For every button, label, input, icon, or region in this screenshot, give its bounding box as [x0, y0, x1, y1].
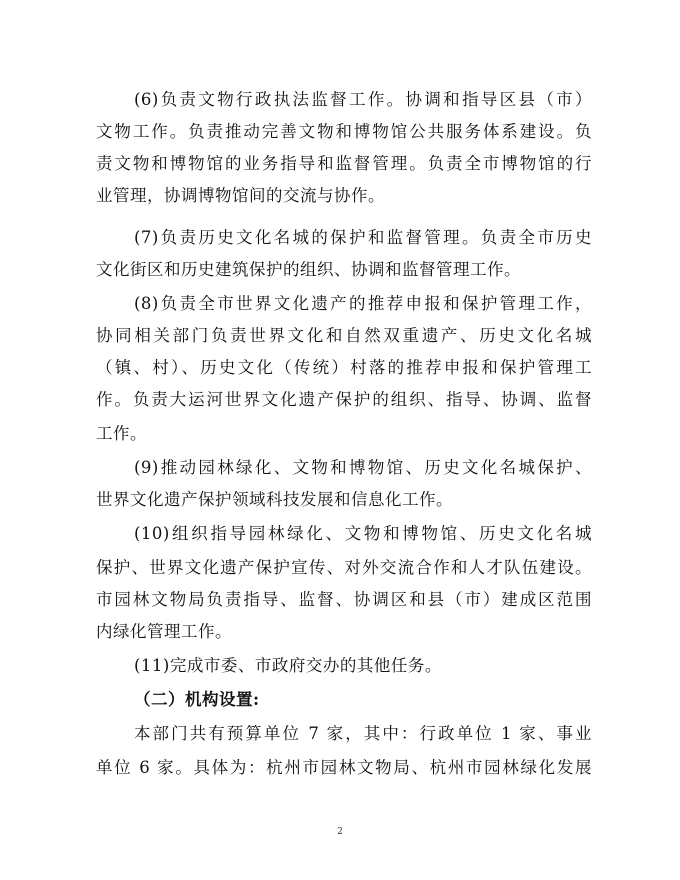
section-heading: （二）机构设置: — [134, 690, 260, 709]
paragraph-8-line-2: 协同相关部门负责世界文化和自然双重遗产、历史文化名城 — [96, 326, 592, 345]
paragraph-9-line-2: 世界文化遗产保护领域科技发展和信息化工作。 — [96, 490, 453, 509]
paragraph-10-line-2: 保护、世界文化遗产保护宣传、对外交流合作和人才队伍建设。 — [96, 558, 592, 577]
paragraph-6-line-2: 文物工作。负责推动完善文物和博物馆公共服务体系建设。负 — [96, 122, 592, 141]
paragraph-8-line-1: (8)负责全市世界文化遗产的推荐申报和保护管理工作， — [134, 294, 592, 313]
paragraph-8-line-4: 作。负责大运河世界文化遗产保护的组织、指导、协调、监督 — [96, 390, 592, 409]
paragraph-10-line-4: 内绿化管理工作。 — [96, 622, 232, 641]
paragraph-6-line-3: 责文物和博物馆的业务指导和监督管理。负责全市博物馆的行 — [96, 154, 592, 173]
paragraph-6-line-4: 业管理，协调博物馆间的交流与协作。 — [96, 186, 385, 205]
paragraph-8-line-5: 工作。 — [96, 424, 147, 443]
paragraph-11-line-1: (11)完成市委、市政府交办的其他任务。 — [134, 656, 442, 675]
paragraph-10-line-3: 市园林文物局负责指导、监督、协调区和县（市）建成区范围 — [96, 590, 592, 609]
paragraph-7-line-2: 文化街区和历史建筑保护的组织、协调和监督管理工作。 — [96, 260, 521, 279]
body-paragraph-line-1: 本部门共有预算单位 7 家，其中：行政单位 1 家、事业 — [134, 724, 592, 743]
paragraph-10-line-1: (10)组织指导园林绿化、文物和博物馆、历史文化名城 — [134, 524, 592, 543]
paragraph-7-line-1: (7)负责历史文化名城的保护和监督管理。负责全市历史 — [134, 228, 592, 247]
paragraph-6-line-1: (6)负责文物行政执法监督工作。协调和指导区县（市） — [134, 90, 592, 109]
body-paragraph-line-2: 单位 6 家。具体为：杭州市园林文物局、杭州市园林绿化发展 — [96, 758, 592, 777]
page-number: 2 — [337, 827, 343, 837]
paragraph-9-line-1: (9)推动园林绿化、文物和博物馆、历史文化名城保护、 — [134, 458, 592, 477]
paragraph-8-line-3: （镇、村）、历史文化（传统）村落的推荐申报和保护管理工 — [96, 358, 592, 377]
